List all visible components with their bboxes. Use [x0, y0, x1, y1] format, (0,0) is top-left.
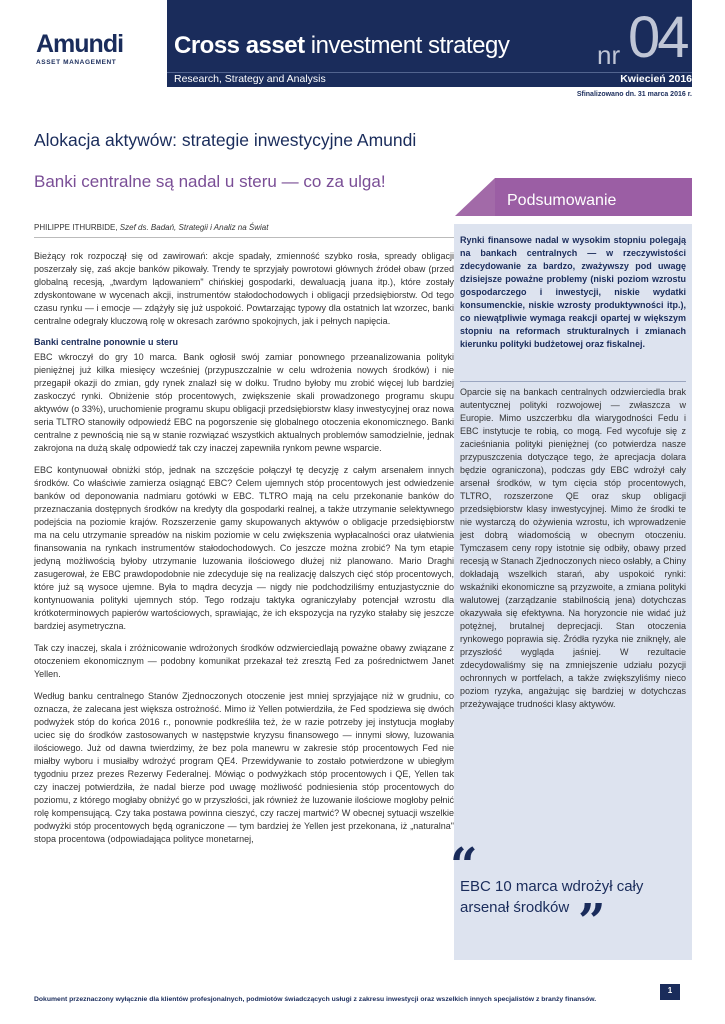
summary-lead: Rynki finansowe nadal w wysokim stopniu polegają na bankach centralnych — w rzeczywistości zdecydowanie za bardzo, zważywszy pod uwagę dzisiejsze poważne problemy (niski poziom wzrostu gospodarczego i inwestycji, niskie wydatki konsumenckie, niskie wzrosty produktywności itp.), co niewątpliwie wymaga reakcji opartej w większym stopniu na reformach strukturalnych i zmianach kierunku polityki budżetowej oraz fiskalnej. — [460, 235, 686, 349]
section-heading: Banki centralne ponownie u steru — [34, 337, 179, 347]
author-line — [34, 223, 454, 232]
summary-divider — [460, 381, 686, 382]
amundi-logo — [36, 30, 136, 66]
body-paragraph: EBC wkroczył do gry 10 marca. Bank ogłosił swój zamiar ponownego przeanalizowania polityki pieniężnej już kilka miesięcy wcześniej (przypuszczalnie w celu wdrożenia nowych środków) i nie przegapił okazji do zmian, gdy rynek znalazł się w dołku. Trudno byłoby mu zrobić więcej lub bardziej zaskoczyć rynki. Obniżenie stóp procentowych, zwiększenie skali prowadzonego programu skupu aktywów (o 33%), uruchomienie programu skupu obligacji przedsiębiorstw klasy inwestycyjnej oraz nowa seria TLTRO stanowiły odpowiedź EBC na pogorszenie się globalnego otoczenia ekonomicznego. Banki centralne z pewnością nie są w stanie rozwiązać wszystkich aktualnych problemów samodzielnie, jednak zakrojona na dużą skalę odpowiedź tak czy inaczej zapewniła rynkom pewne wsparcie. — [34, 352, 454, 453]
quote-close-icon: ” — [578, 894, 606, 950]
summary-title: Podsumowanie — [507, 192, 617, 209]
author-name: PHILIPPE ITHURBIDE, — [34, 223, 118, 232]
title-bold: Cross asset — [174, 32, 305, 59]
page-number: 1 — [667, 986, 673, 995]
issue-number: 04 — [628, 5, 687, 70]
title-rest: investment strategy — [304, 32, 510, 59]
article-subtitle: Banki centralne są nadal u steru — co za ulga! — [34, 172, 386, 191]
body-paragraph: EBC kontynuował obniżki stóp, jednak na szczęście połączył tę decyzję z całym arsenałem innych środków. Co właściwie zamierza osiągnąć EBC? Celem ujemnych stóp procentowych jest odwiedzenie banków od deponowania nadmiaru gotówki w EBC. TLTRO mają na celu przekonanie banków do przeznaczania dostępnych środków na kredyty dla gospodarki realnej, a także utrzymanie selektywnego podejścia na poziomie krajów. Rozszerzenie gamy skupowanych aktywów o obligacje przedsiębiorstw ma na celu utrzymanie spreadów na niskim poziomie w celu zwiększenia wypłacalności oraz ułatwienia finansowania na rynkach instrumentów stałodochodowych. Co jeszcze można zrobić? Na tym etapie jedyną możliwością byłoby utrzymanie luzowania ilościowego dłużej niż planowano. Mario Draghi zasugerował, że EBC prawdopodobnie nie zdecyduje się na realizację dalszych cięć stóp procentowych, które już są wysoce ujemne. Była to mądra decyzja — nigdy nie podchodziliśmy entuzjastycznie do kontynuowania polityki ujemnych stóp. Tego rodzaju taktyka ograniczyłaby potencjał wzrostu dla krótkoterminowych papierów wartościowych, sprawiając, że ich ekspozycja na ryzyko stałaby się jeszcze bardziej asymetryczna. — [34, 465, 454, 631]
publication-title — [174, 32, 509, 60]
logo-wordmark: Amundi — [36, 30, 124, 58]
summary-tab-corner — [455, 178, 495, 216]
issue-label: nr — [597, 40, 621, 70]
summary-body: Oparcie się na bankach centralnych odzwierciedla brak autentycznej polityki rozwojowej — zwłaszcza w Europie. Mimo uszczerbku dla wiarygodności Fedu i EBC instytucje te robią, co mogą. Fed wycofuje się z zacieśniania polityki pieniężnej (co potwierdza nasze przypuszczenia dotyczące tego, że aprecjacja dolara będzie ograniczona), podczas gdy EBC wdrożył cały arsenał środków, w tym cięcia stóp procentowych, TLTRO, rozszerzone QE oraz skup obligacji przedsiębiorstw klasy inwestycyjnej. Mimo że środki te nie wystarczą do ożywienia wzrostu, ich wprowadzenie jest dobrą wiadomością w obecnym otoczeniu. Tymczasem ceny ropy istotnie się odbiły, obawy przed recesją w Stanach Zjednoczonych nieco osłabły, a Chiny dokładają wszelkich starań, aby uspokoić rynki: wskaźniki ekonomiczne są przyzwoite, a zmiana polityki walutowej (zarządzanie stabilnością jena) dotychczas okazywała się efektywna. Na horyzoncie nie widać już potężnej, brutalnej deprecjacji. Stan otoczenia rynkowego poprawia się. Źródła ryzyka nie zniknęły, ale przyszłość wygląda jaśniej. W rezultacie zdecydowaliśmy się na zmniejszenie udziału pozycji ochronnych w portfelach, a także zwiększyliśmy nieco poziom ryzyka, angażując się bardziej w dotychczas przeżywające trudności klasy aktywów. — [460, 387, 686, 709]
author-divider — [34, 237, 454, 238]
quote-open-icon: “ — [450, 838, 478, 894]
page-title: Alokacja aktywów: strategie inwestycyjne Amundi — [34, 130, 417, 150]
author-role: Szef ds. Badań, Strategii i Analiz na Świat — [117, 223, 269, 232]
body-paragraph: Bieżący rok rozpoczął się od zawirowań: akcje spadały, zmienność szybko rosła, spready obligacji poszerzały się, zaś akcje banków pikowały. Trendy te sprzyjały powrotowi głównych źródeł obaw (przed globalną recesją, „twardym lądowaniem" chińskiej gospodarki, dewaluacją juana itp.), które zostały zdyskontowane w wycenach akcji, instrumentów stałodochodowych i obligacji przedsiębiorstw. Od tego czasu rynku — i emocje — zdążyły się już uspokoić. Powtarzając typowy dla ostatnich lat wzorzec, banki centralne odegrały kluczową rolę w okresach zarówno spokojnych, jak i pełnych napięcia. — [34, 251, 454, 326]
body-paragraph: Tak czy inaczej, skala i zróżnicowanie wdrożonych środków odzwierciedlają poważne obawy związane z otoczeniem ekonomicznym — podobny komunikat przekazał też zresztą Fed za pośrednictwem Janet Yellen. — [34, 643, 454, 679]
body-paragraph: Według banku centralnego Stanów Zjednoczonych otoczenie jest mniej sprzyjające niż w grudniu, co oznacza, że zalecana jest większa ostrożność. Mimo iż Yellen potwierdziła, że Fed spodziewa się dwóch podwyżek stóp do końca 2016 r., ponownie podkreśliła też, że w razie potrzeby jej instytucja mogłaby uciec się do środków zastosowanych w następstwie kryzysu finansowego — innymi słowy, luzowania ilościowego. Już od dawna twierdzimy, że bez pola manewru w zakresie stóp procentowych Fed nie miałby wyboru i musiałby wdrożyć program QE4. Przewidywanie to zostało potwierdzone w ubiegłym tygodniu przez prezes Rezerwy Federalnej. Mówiąc o podwyżkach stóp procentowych i QE, Yellen tak czy inaczej potwierdziła, że nadal bierze pod uwagę możliwość podniesienia stóp procentowych do poziomu, z którego mogłaby obniżyć go w przyszłości, jak również że luzowanie ilościowe mogłoby pełnić rolę kompensującą. Czy taka postawa powinna cieszyć, czy raczej martwić? W obecnej sytuacji wszelkie podwyżki stóp procentowych będą ograniczone — tym bardziej że Yellen jest przekonana, iż „naturalna" stopa procentowa (odpowiadająca polityce monetarnej, — [34, 691, 454, 844]
finalized-date: Sfinalizowano dn. 31 marca 2016 r. — [576, 91, 692, 98]
header-subtitle: Research, Strategy and Analysis — [174, 73, 326, 85]
article-body — [34, 250, 454, 855]
footer-disclaimer: Dokument przeznaczony wyłącznie dla klientów profesjonalnych, podmiotów świadczących usługi z zakresu inwestycji oraz wszelkich innych specjalistów z branży finansów. — [34, 996, 597, 1003]
issue-month: Kwiecień 2016 — [620, 73, 692, 85]
pull-quote: EBC 10 marca wdrożył cały arsenał środków — [460, 878, 644, 916]
logo-subtitle: ASSET MANAGEMENT — [36, 59, 117, 66]
